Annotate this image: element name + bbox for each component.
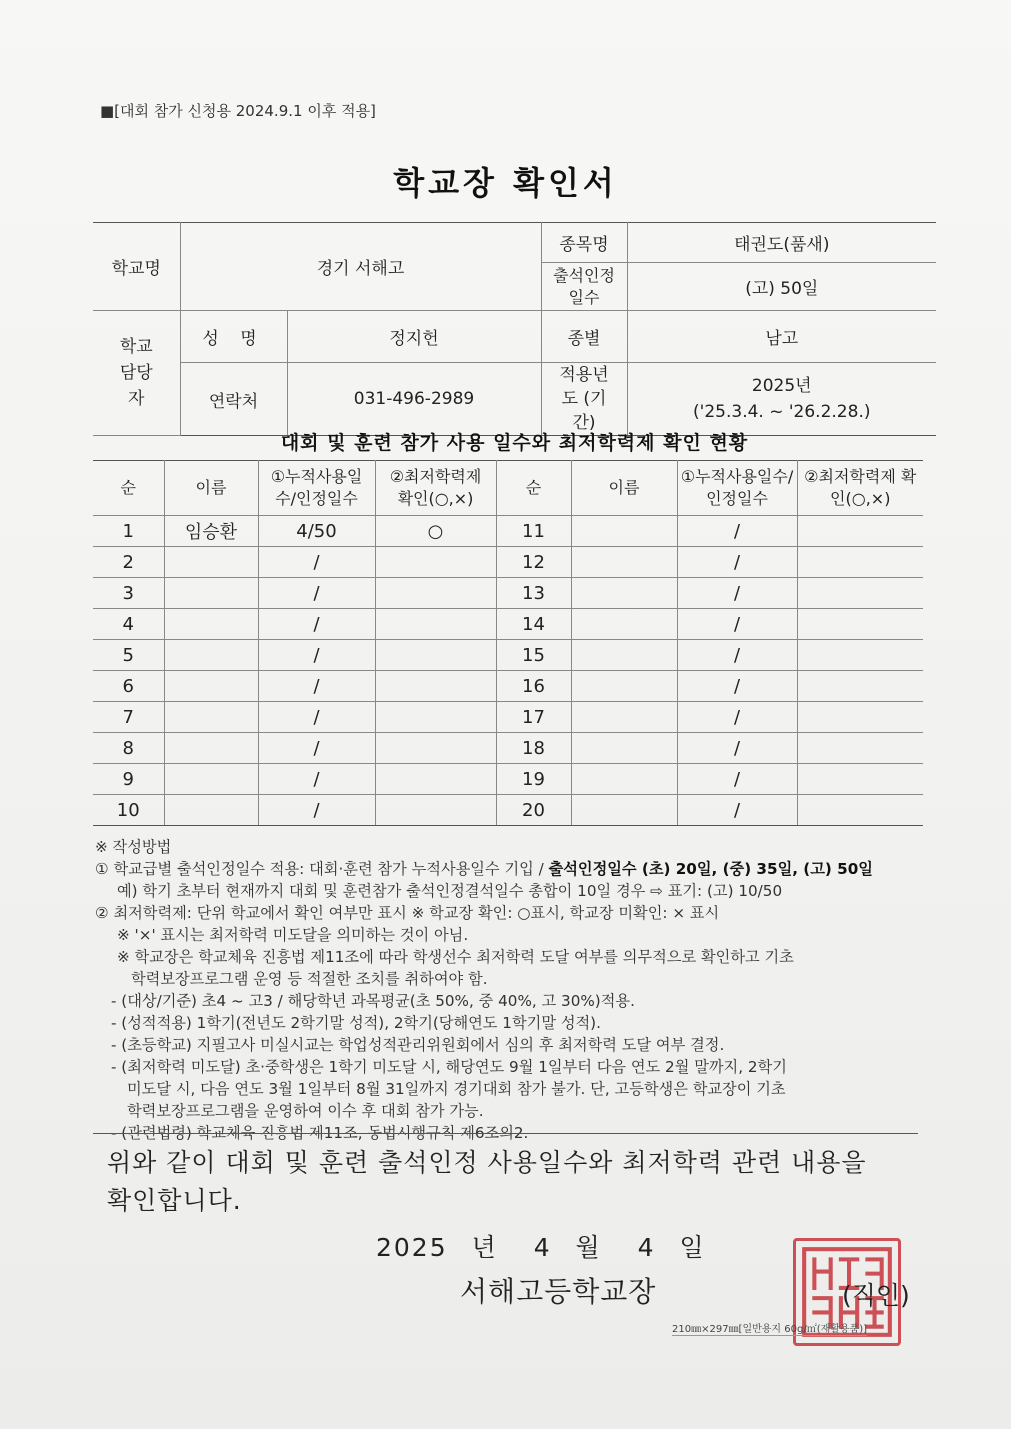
note-5: - (대상/기준) 초4 ~ 고3 / 해당학년 과목평균(초 50%, 중 40%, 고 30%)적용. xyxy=(111,992,635,1010)
date-day-unit: 일 xyxy=(679,1233,706,1262)
row-name-left xyxy=(164,795,258,826)
event-value: 태권도(품새) xyxy=(627,223,936,263)
type-value: 남고 xyxy=(627,311,936,363)
header-check-left: ②최저학력제 확인(○,×) xyxy=(375,461,496,516)
row-seq-left: 3 xyxy=(93,578,164,609)
row-name-left xyxy=(164,671,258,702)
period-value: ('25.3.4. ~ '26.2.28.) xyxy=(693,402,871,422)
row-seq-right: 19 xyxy=(496,764,571,795)
row-used-left: / xyxy=(258,578,375,609)
row-used-left: / xyxy=(258,702,375,733)
row-seq-left: 7 xyxy=(93,702,164,733)
row-seq-right: 15 xyxy=(496,640,571,671)
row-used-right: / xyxy=(677,764,797,795)
row-name-right xyxy=(571,578,677,609)
row-check-right xyxy=(797,609,923,640)
row-check-left xyxy=(375,795,496,826)
school-label: 학교명 xyxy=(93,223,180,311)
note-2: ② 최저학력제: 단위 학교에서 확인 여부만 표시 ※ 학교장 확인: ○표시, 학교장 미확인: × 표시 xyxy=(95,904,720,922)
row-check-right xyxy=(797,547,923,578)
note-6: - (성적적용) 1학기(전년도 2학기말 성적), 2학기(당해연도 1학기말 성적). xyxy=(111,1014,601,1032)
row-name-right xyxy=(571,609,677,640)
row-seq-left: 2 xyxy=(93,547,164,578)
row-check-right xyxy=(797,764,923,795)
row-seq-left: 10 xyxy=(93,795,164,826)
row-used-left: / xyxy=(258,609,375,640)
row-used-right: / xyxy=(677,733,797,764)
year-label: 적용년도 (기간) xyxy=(541,363,627,436)
table-row xyxy=(93,671,923,702)
date-month: 4 xyxy=(533,1233,552,1262)
row-check-right xyxy=(797,516,923,547)
event-label: 종목명 xyxy=(541,223,627,263)
row-name-right xyxy=(571,764,677,795)
note-1b: 출석인정일수 (초) 20일, (중) 35일, (고) 50일 xyxy=(548,860,873,878)
row-used-right: / xyxy=(677,578,797,609)
name-value: 정지헌 xyxy=(287,311,541,363)
note-9: - (관련법령) 학교체육 진흥법 제11조, 동법시행규칙 제6조의2. xyxy=(111,1124,529,1142)
confirm-line-2: 확인합니다. xyxy=(107,1186,242,1215)
table-row xyxy=(93,795,923,826)
row-used-right: / xyxy=(677,516,797,547)
note-8: - (최저학력 미도달) 초·중학생은 1학기 미도달 시, 해당연도 9월 1일부터 다음 연도 2월 말까지, 2학기 xyxy=(111,1058,787,1076)
row-name-right xyxy=(571,640,677,671)
row-check-left xyxy=(375,547,496,578)
row-check-left xyxy=(375,578,496,609)
row-check-left xyxy=(375,609,496,640)
date-year-unit: 년 xyxy=(471,1233,498,1262)
header-seq-right: 순 xyxy=(496,461,571,516)
contact-value: 031-496-2989 xyxy=(287,363,541,436)
note-1c: 예) 학기 초부터 현재까지 대회 및 훈련참가 출석인정결석일수 총합이 10일 경우 ⇨ 표기: (고) 10/50 xyxy=(117,882,783,900)
row-seq-left: 6 xyxy=(93,671,164,702)
row-used-right: / xyxy=(677,640,797,671)
row-name-right xyxy=(571,516,677,547)
row-used-right: / xyxy=(677,547,797,578)
participation-table xyxy=(93,460,923,826)
row-name-right xyxy=(571,795,677,826)
row-used-right: / xyxy=(677,671,797,702)
name-label: 성 명 xyxy=(180,311,287,363)
row-seq-right: 16 xyxy=(496,671,571,702)
instructions xyxy=(95,836,925,1144)
contact-label: 연락처 xyxy=(180,363,287,436)
row-seq-left: 8 xyxy=(93,733,164,764)
row-check-left xyxy=(375,764,496,795)
row-name-left xyxy=(164,702,258,733)
section-title: 대회 및 훈련 참가 사용 일수와 최저학력제 확인 현황 xyxy=(280,432,749,454)
row-name-right xyxy=(571,733,677,764)
row-name-right xyxy=(571,547,677,578)
school-value: 경기 서해고 xyxy=(180,223,541,311)
info-table xyxy=(93,222,936,436)
note-8c: 학력보장프로그램을 운영하여 이수 후 대회 참가 가능. xyxy=(127,1102,484,1120)
table-row xyxy=(93,609,923,640)
document-title: 학교장 확인서 xyxy=(393,164,618,202)
row-seq-left: 4 xyxy=(93,609,164,640)
row-seq-right: 17 xyxy=(496,702,571,733)
row-seq-left: 1 xyxy=(93,516,164,547)
year-cell xyxy=(627,363,936,436)
attend-label: 출석인정 일수 xyxy=(541,263,627,311)
row-check-left xyxy=(375,733,496,764)
row-check-right xyxy=(797,578,923,609)
row-name-left: 임승환 xyxy=(164,516,258,547)
header-used-left: ①누적사용일수/인정일수 xyxy=(258,461,375,516)
principal-name: 서해고등학교장 xyxy=(460,1275,657,1308)
row-check-right xyxy=(797,733,923,764)
row-used-left: / xyxy=(258,733,375,764)
row-check-right xyxy=(797,671,923,702)
table-row xyxy=(93,547,923,578)
notes-heading: ※ 작성방법 xyxy=(95,838,172,856)
row-used-left: / xyxy=(258,640,375,671)
date-day: 4 xyxy=(637,1233,656,1262)
manager-label: 학교 담당자 xyxy=(93,311,180,436)
row-name-left xyxy=(164,609,258,640)
row-used-left: / xyxy=(258,764,375,795)
row-used-right: / xyxy=(677,609,797,640)
row-check-left: ○ xyxy=(375,516,496,547)
seal-label: (직인) xyxy=(842,1281,910,1310)
issue-date xyxy=(376,1228,706,1264)
table-row xyxy=(93,578,923,609)
row-seq-right: 20 xyxy=(496,795,571,826)
row-used-right: / xyxy=(677,702,797,733)
row-check-left xyxy=(375,702,496,733)
row-used-left: 4/50 xyxy=(258,516,375,547)
paper-spec-footer: 210㎜×297㎜[일반용지 60g/㎡(재활용품)] xyxy=(672,1320,867,1336)
row-name-left xyxy=(164,547,258,578)
row-check-right xyxy=(797,795,923,826)
table-row xyxy=(93,764,923,795)
row-used-left: / xyxy=(258,671,375,702)
row-seq-right: 12 xyxy=(496,547,571,578)
row-used-left: / xyxy=(258,547,375,578)
row-name-right xyxy=(571,671,677,702)
confirm-line-1: 위와 같이 대회 및 훈련 출석인정 사용일수와 최저학력 관련 내용을 xyxy=(107,1148,867,1177)
header-check-right: ②최저학력제 확인(○,×) xyxy=(797,461,923,516)
year-value: 2025년 xyxy=(751,376,812,396)
date-year: 2025 xyxy=(376,1233,448,1262)
row-seq-right: 13 xyxy=(496,578,571,609)
note-3: ※ '×' 표시는 최저학력 미도달을 의미하는 것이 아님. xyxy=(117,926,469,944)
header-name-left: 이름 xyxy=(164,461,258,516)
note-1a: ① 학교급별 출석인정일수 적용: 대회·훈련 참가 누적사용일수 기입 / xyxy=(95,860,549,878)
note-4b: 학력보장프로그램 운영 등 적절한 조치를 취하여야 함. xyxy=(131,970,488,988)
table-row xyxy=(93,702,923,733)
table-row xyxy=(93,733,923,764)
confirmation-statement xyxy=(107,1144,907,1220)
note-1 xyxy=(95,858,925,880)
date-month-unit: 월 xyxy=(575,1233,602,1262)
header-seq-left: 순 xyxy=(93,461,164,516)
row-seq-right: 14 xyxy=(496,609,571,640)
row-used-left: / xyxy=(258,795,375,826)
table-header-row xyxy=(93,461,923,516)
header-name-right: 이름 xyxy=(571,461,677,516)
row-seq-right: 11 xyxy=(496,516,571,547)
header-used-right: ①누적사용일수/인정일수 xyxy=(677,461,797,516)
divider xyxy=(93,1133,918,1134)
row-seq-right: 18 xyxy=(496,733,571,764)
row-seq-left: 5 xyxy=(93,640,164,671)
row-check-left xyxy=(375,640,496,671)
note-7: - (초등학교) 지필고사 미실시교는 학업성적관리위원회에서 심의 후 최저학력 도달 여부 결정. xyxy=(111,1036,725,1054)
attend-value: (고) 50일 xyxy=(627,263,936,311)
row-name-left xyxy=(164,764,258,795)
row-name-left xyxy=(164,640,258,671)
row-check-left xyxy=(375,671,496,702)
table-row xyxy=(93,640,923,671)
note-4: ※ 학교장은 학교체육 진흥법 제11조에 따라 학생선수 최저학력 도달 여부를 의무적으로 확인하고 기초 xyxy=(117,948,794,966)
table-row xyxy=(93,516,923,547)
row-name-right xyxy=(571,702,677,733)
row-check-right xyxy=(797,640,923,671)
row-name-left xyxy=(164,733,258,764)
row-name-left xyxy=(164,578,258,609)
row-check-right xyxy=(797,702,923,733)
row-used-right: / xyxy=(677,795,797,826)
type-label: 종별 xyxy=(541,311,627,363)
note-8b: 미도달 시, 다음 연도 3월 1일부터 8월 31일까지 경기대회 참가 불가. 단, 고등학생은 학교장이 기초 xyxy=(127,1080,786,1098)
header-note: ■[대회 참가 신청용 2024.9.1 이후 적용] xyxy=(100,102,376,120)
row-seq-left: 9 xyxy=(93,764,164,795)
